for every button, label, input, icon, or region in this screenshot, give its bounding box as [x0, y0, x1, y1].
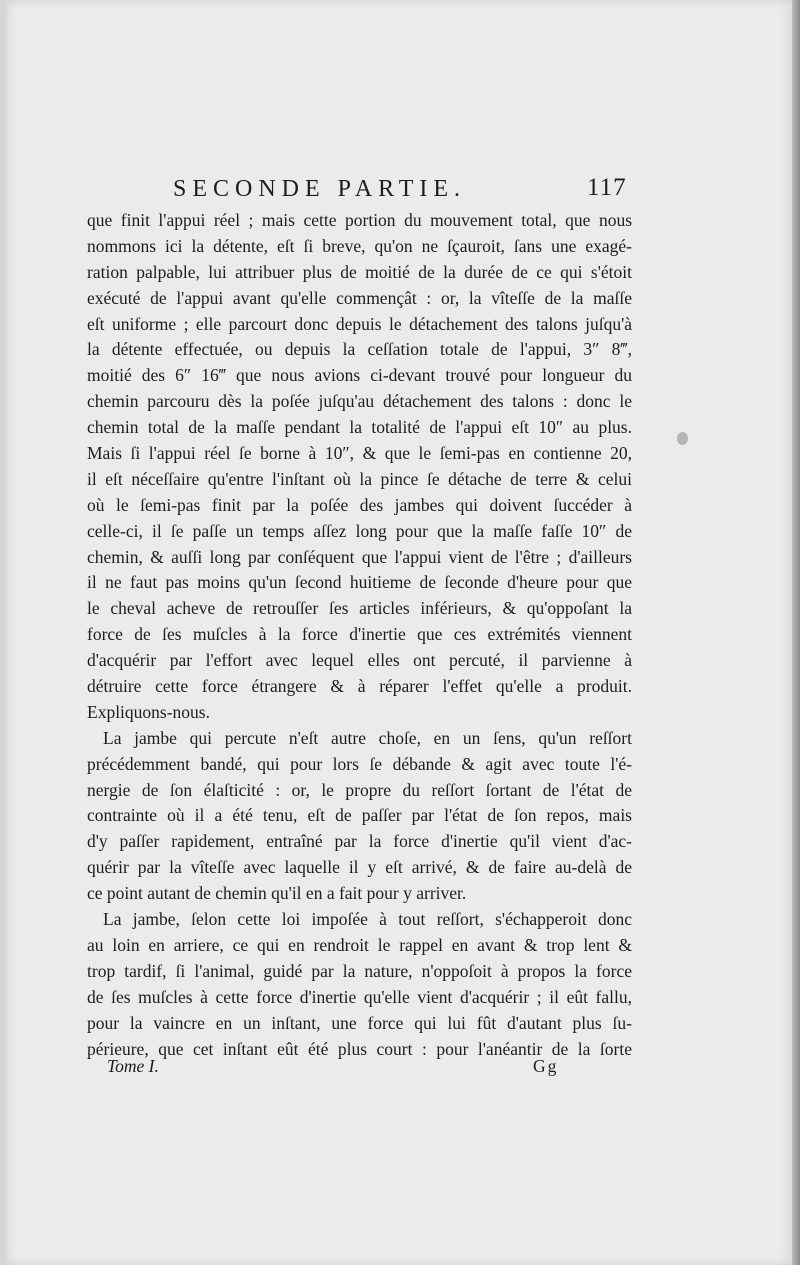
text-line: exécuté de l'appui avant qu'elle commençât : or, la vîteſſe de la maſſe: [87, 287, 632, 308]
text-line: quérir par la vîteſſe avec laquelle il y eſt arrivé, & de faire au-delà de: [87, 857, 632, 878]
text-line: périeure, que cet inſtant eût été plus court : pour l'anéantir de la ſorte: [87, 1038, 632, 1059]
text-line: il ne faut pas moins qu'un ſecond huitieme de ſeconde d'heure pour que: [87, 572, 632, 593]
text-line: chemin parcouru dès la poſée juſqu'au détachement des talons : donc le: [87, 391, 632, 412]
running-title: SECONDE PARTIE.: [173, 176, 467, 202]
page-header: [0, 172, 800, 212]
text-line: il eſt néceſſaire qu'entre l'inſtant où la pince ſe détache de terre & celui: [87, 468, 632, 489]
text-line: ration palpable, lui attribuer plus de moitié de la durée de ce qui s'étoit: [87, 261, 632, 282]
page-number: 117: [587, 174, 627, 201]
text-line: moitié des 6″ 16‴ que nous avions ci-devant trouvé pour longueur du: [87, 365, 632, 386]
text-line: Mais ſi l'appui réel ſe borne à 10″, & que le ſemi-pas en contienne 20,: [87, 443, 632, 464]
text-line: détruire cette force étrangere & à réparer l'effet qu'elle a produit.: [87, 676, 632, 697]
signature-mark: Gg: [533, 1056, 559, 1076]
text-line: La jambe qui percute n'eſt autre choſe, en un ſens, qu'un reſſort: [103, 727, 632, 748]
text-line: précédemment bandé, qui pour lors ſe débande & agit avec toute l'é-: [87, 753, 632, 774]
text-line: que finit l'appui réel ; mais cette portion du mouvement total, que nous: [87, 210, 632, 230]
text-line: pour la vaincre en un inſtant, une force qui lui fût d'autant plus ſu-: [87, 1012, 632, 1033]
text-line: contrainte où il a été tenu, eſt de paſſer par l'état de ſon repos, mais: [87, 805, 632, 826]
text-line: force de ſes muſcles à la force d'inertie que ces extrémités viennent: [87, 624, 632, 645]
text-line: au loin en arriere, ce qui en rendroit le rappel en avant & trop lent &: [87, 934, 632, 955]
paper-stain: [677, 432, 688, 445]
text-line: nommons ici la détente, eſt ſi breve, qu'on ne ſçauroit, ſans une exagé-: [87, 235, 632, 256]
text-line: Expliquons-nous.: [87, 701, 210, 722]
body-text: [87, 208, 632, 1062]
text-line: trop tardif, ſi l'animal, guidé par la nature, n'oppoſoit à propos la force: [87, 960, 632, 981]
text-line: La jambe, ſelon cette loi impoſée à tout reſſort, s'échapperoit donc: [103, 909, 632, 930]
text-line: chemin, & auſſi long par conſéquent que l'appui vient de l'être ; d'ailleurs: [87, 546, 632, 567]
text-line: eſt uniforme ; elle parcourt donc depuis le détachement des talons juſqu'à: [87, 313, 632, 334]
text-line: chemin total de la maſſe pendant la totalité de l'appui eſt 10″ au plus.: [87, 417, 632, 438]
text-line: d'acquérir par l'effort avec lequel elles ont percuté, il parvienne à: [87, 650, 632, 671]
text-line: d'y paſſer rapidement, entraîné par la force d'inertie qu'il vient d'ac-: [87, 831, 632, 852]
text-line: de ſes muſcles à cette force d'inertie qu'elle vient d'acquérir ; il eût fallu,: [87, 986, 632, 1007]
text-line: nergie de ſon élaſticité : or, le propre du reſſort ſortant de l'état de: [87, 779, 632, 800]
text-line: ce point autant de chemin qu'il en a fait pour y arriver.: [87, 883, 467, 904]
page-footer: [0, 1054, 800, 1084]
text-line: où le ſemi-pas finit par la poſée des jambes qui doivent ſuccéder à: [87, 494, 632, 515]
volume-label: Tome I.: [107, 1056, 159, 1076]
text-line: la détente effectuée, ou depuis la ceſſation totale de l'appui, 3″ 8‴,: [87, 339, 632, 360]
text-line: le cheval acheve de retrouſſer ſes articles inférieurs, & qu'oppoſant la: [87, 598, 632, 619]
text-line: celle-ci, il ſe paſſe un temps aſſez long pour que la maſſe faſſe 10″ de: [87, 520, 632, 541]
